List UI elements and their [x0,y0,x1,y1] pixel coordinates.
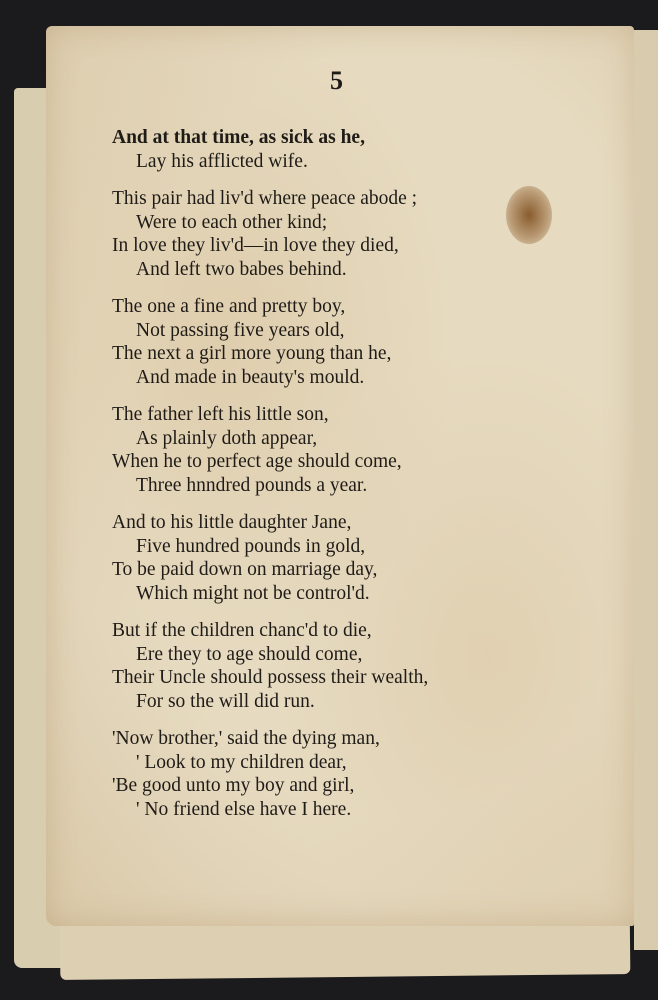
poem-line: ' No friend else have I here. [136,798,352,820]
stanza [112,403,532,497]
stanza [112,727,532,821]
stanza [112,126,532,173]
stanza [112,511,532,605]
poem-line: Lay his afflicted wife. [136,150,308,172]
stanza [112,619,532,713]
poem-line: The next a girl more young than he, [112,343,392,364]
poem-line: To be paid down on marriage day, [112,559,378,580]
facing-page-edge [634,30,658,950]
poem-line: Which might not be control'd. [136,582,370,604]
poem-text [112,126,532,835]
poem-line: ' Look to my children dear, [136,751,347,773]
poem-line: When he to perfect age should come, [112,451,402,472]
poem-line: Were to each other kind; [136,211,328,233]
poem-line: The father left his little son, [112,404,329,425]
poem-line: Their Uncle should possess their wealth, [112,667,429,688]
poem-line: 'Be good unto my boy and girl, [112,775,355,796]
poem-line: And left two babes behind. [136,258,347,280]
poem-line: But if the children chanc'd to die, [112,620,372,641]
stanza [112,295,532,389]
poem-line: This pair had liv'd where peace abode ; [112,188,418,209]
stanza [112,187,532,281]
poem-line: For so the will did run. [136,690,315,712]
poem-line: The one a fine and pretty boy, [112,296,346,317]
poem-line: And to his little daughter Jane, [112,512,352,533]
poem-line: Five hundred pounds in gold, [136,535,366,557]
poem-line: 'Now brother,' said the dying man, [112,728,380,749]
poem-line: In love they liv'd—in love they died, [112,235,399,256]
poem-line: And made in beauty's mould. [136,366,365,388]
poem-line: Three hnndred pounds a year. [136,474,368,496]
poem-line: Not passing five years old, [136,319,345,341]
poem-line: As plainly doth appear, [136,427,318,449]
poem-line: And at that time, as sick as he, [112,127,365,148]
poem-line: Ere they to age should come, [136,643,363,665]
page-number: 5 [330,66,343,95]
